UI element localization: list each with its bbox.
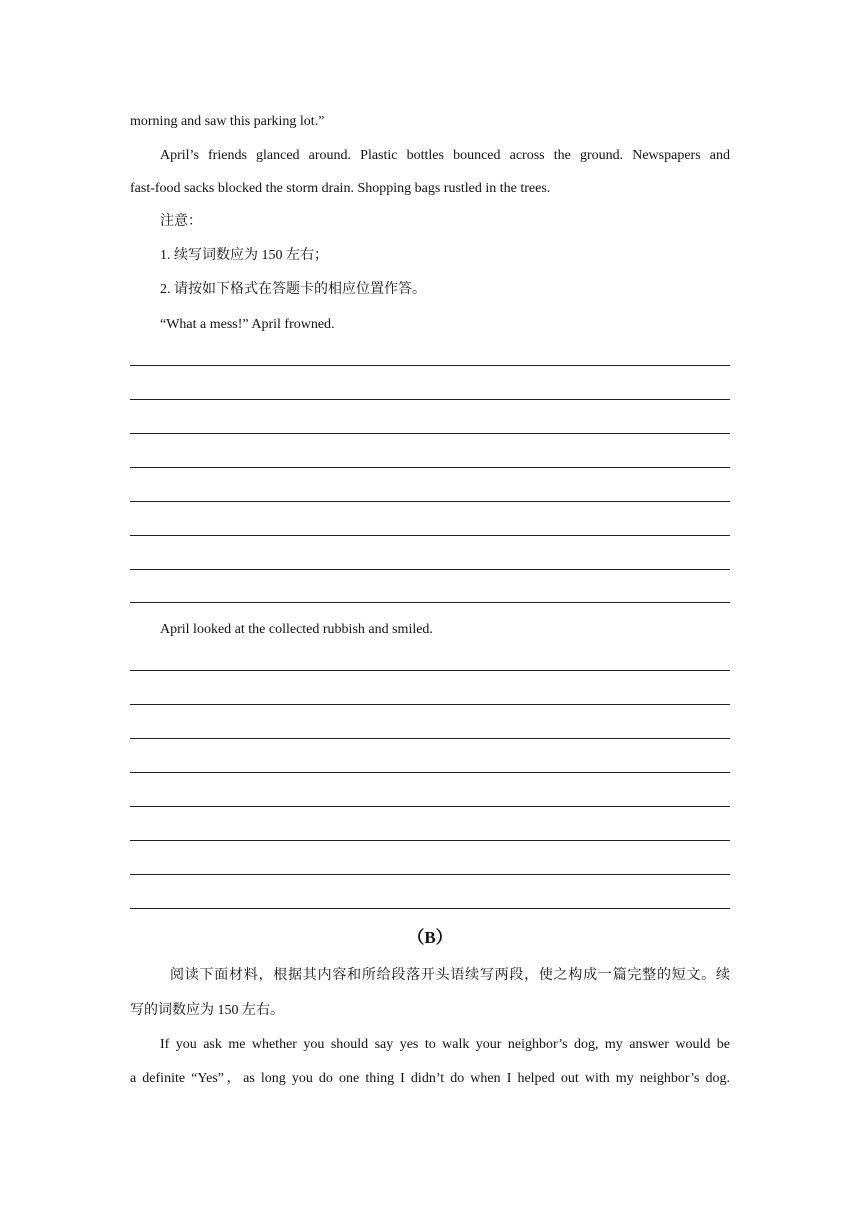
note-item: 2. 请按如下格式在答题卡的相应位置作答。 [160, 282, 426, 297]
answer-line [130, 569, 730, 570]
passage-line: If you ask me whether you should say yes to walk your neighbor’s dog, my answer would be [160, 1037, 730, 1052]
passage-line: fast-food sacks blocked the storm drain. Shopping bags rustled in the trees. [130, 181, 551, 196]
answer-line [130, 874, 730, 875]
answer-line [130, 501, 730, 502]
answer-line [130, 738, 730, 739]
answer-line [130, 535, 730, 536]
answer-line [130, 840, 730, 841]
answer-line [130, 399, 730, 400]
passage-line: a definite “Yes”，as long you do one thing I didn’t do when I helped out with my neighbor’s dog. [130, 1071, 730, 1086]
answer-line [130, 772, 730, 773]
instruction-line: 写的词数应为 150 左右。 [130, 1003, 284, 1018]
answer-line [130, 602, 730, 603]
passage-line: April’s friends glanced around. Plastic bottles bounced across the ground. Newspapers and [160, 148, 730, 163]
answer-line [130, 908, 730, 909]
instruction-line: 阅读下面材料，根据其内容和所给段落开头语续写两段，使之构成一篇完整的短文。续 [170, 968, 730, 983]
paragraph-opener: April looked at the collected rubbish and smiled. [160, 622, 433, 637]
paragraph-opener: “What a mess!” April frowned. [160, 317, 335, 332]
note-title: 注意： [160, 214, 202, 229]
answer-line [130, 670, 730, 671]
answer-line [130, 365, 730, 366]
answer-line [130, 433, 730, 434]
note-item: 1. 续写词数应为 150 左右； [160, 248, 328, 263]
answer-line [130, 806, 730, 807]
section-heading: （B） [407, 928, 453, 947]
passage-line: morning and saw this parking lot.” [130, 114, 325, 129]
answer-line [130, 704, 730, 705]
answer-line [130, 467, 730, 468]
